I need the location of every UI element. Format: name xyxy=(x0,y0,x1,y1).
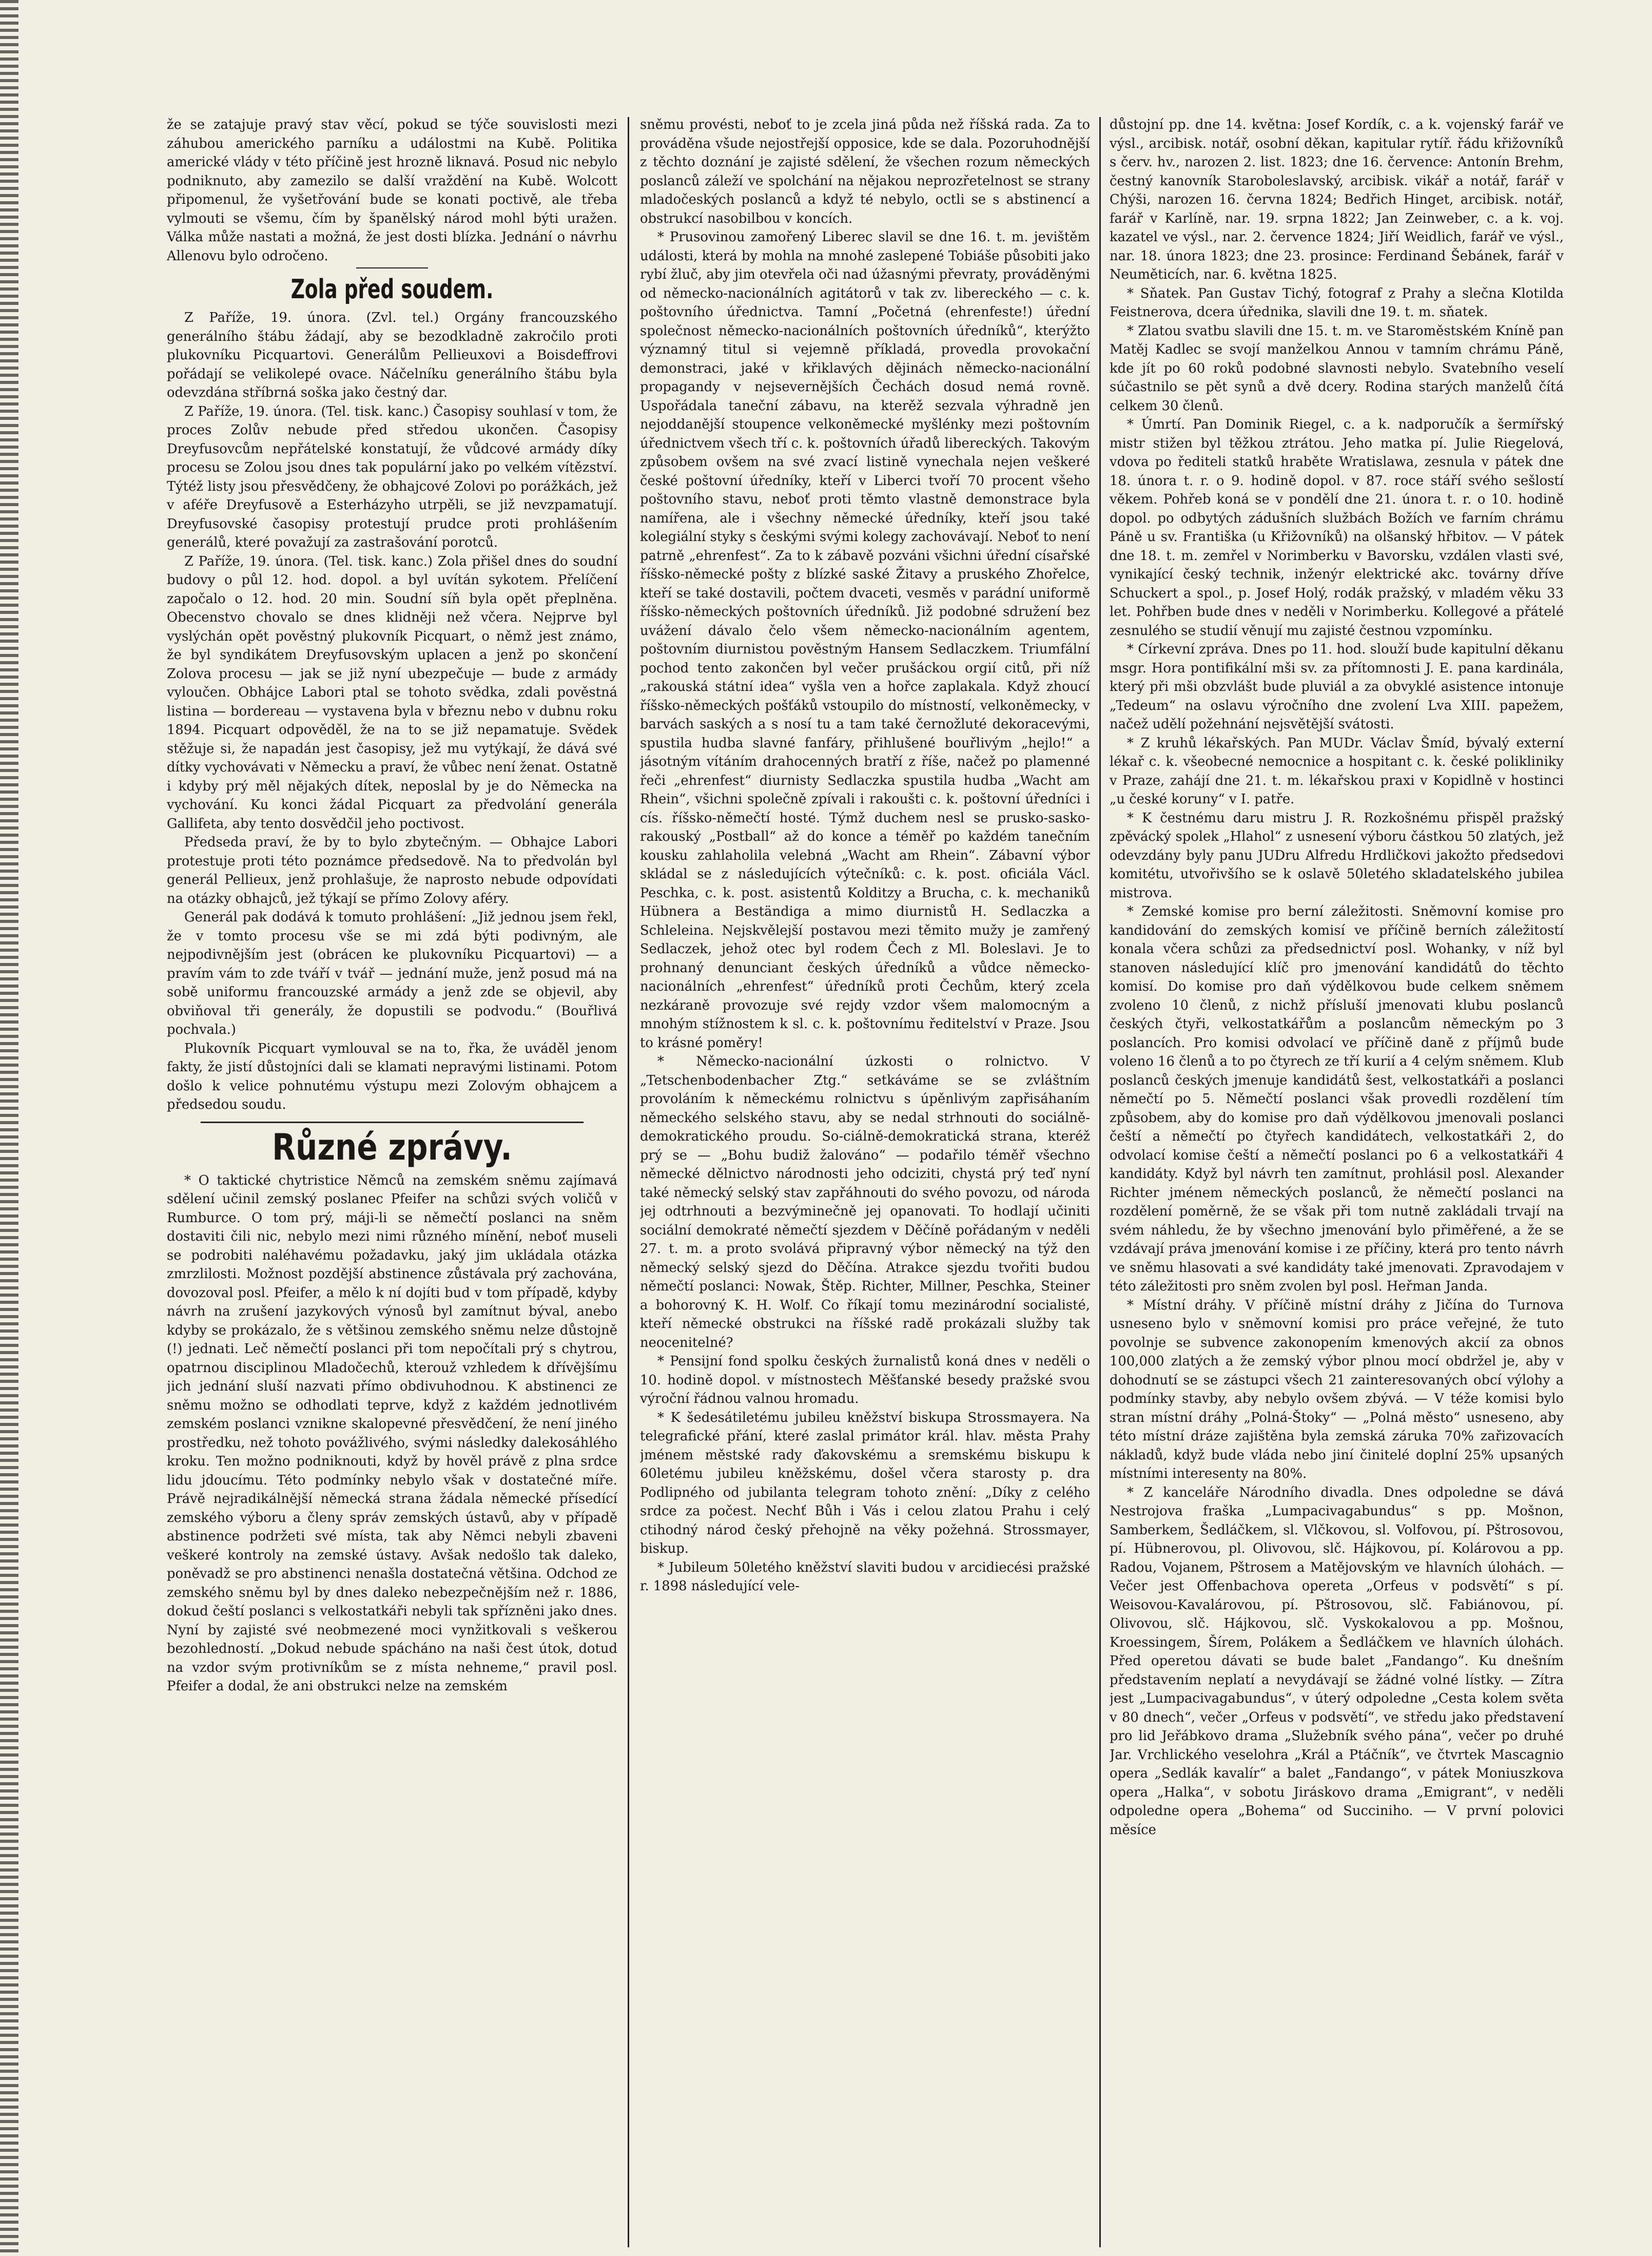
paragraph: že se zatajuje pravý stav věcí, pokud se týče souvislosti mezi záhubou amerického parníku a událostmi na Kubě. Politika americké vlády v této příčině jest hrozně liknavá. Posud nic nebylo podniknuto, aby zamezilo se další vraždění na Kubě. Wolcott připomenul, že vyšetřování bude se konati poctivě, ale třeba vylmouti se všemu, čím by španělský národ mohl býti uražen. Válka může nastati a možná, že jest dosti blízka. Jednání o návrhu Allenovu bylo odročeno. xyxy=(167,117,617,264)
section-divider xyxy=(356,267,428,268)
paragraph: * Z kruhů lékařských. Pan MUDr. Václav Šmíd, bývalý externí lékař c. k. všeobecné nemocnice a hospitant c. k. české polikliniky v Praze, zahájí dne 21. t. m. lékařskou praxi v Kopidlně v hostinci „u české koruny“ v I. patře. xyxy=(1110,735,1564,807)
paragraph: * K šedesátiletému jubileu kněžství biskupa Strossmayera. Na telegrafické přání, které zaslal primátor král. hlav. města Prahy jménem městské rady ďakovskému a sremskému biskupu k 60letému jubileu kněžskému, došel včera starosty p. dra Podlipného od jubilanta telegram tohoto znění: „Díky z celého srdce za počest. Nechť Bůh i Vás i celou zlatou Prahu i celý ctihodný národ český přehojně na věky požehná. Strossmayer, biskup. xyxy=(640,1410,1090,1556)
paragraph: * Zemské komise pro berní záležitosti. Sněmovní komise pro kandidování do zemských komisí ve příčině berních záležitostí konala včera schůzi za předsednictví posl. Wohanky, v níž byl stanoven následující klíč pro jmenování kandidátů do těchto komisí. Do komise pro daň výdělkovou bude celkem sněmem zvoleno 10 členů, z nichž přísluší jmenovati klubu poslanců českých čtyři, velkostatkářům a poslancům německým po 3 poslancích. Pro komisi odvolací ve příčině daně z příjmů bude voleno 16 členů a to po čtyrech ze tří kurií a 4 celým sněmem. Klub poslanců českých jmenuje kandidátů šest, velkostatkáři a poslanci němečtí po 5. Němečtí poslanci však provedli rozdělení tím způsobem, aby do komise pro daň výdělkovou jmenovali poslanci čeští a němečtí po čtyřech kandidátech, velkostatkáři 2, do odvolací komise čeští a němečtí poslanci po 6 a velkostatkáři 4 kandidáty. Když byl návrh ten zamítnut, prohlásil posl. Alexander Richter jménem německých poslanců, že němečtí poslanci na rozdělení poměrně, že se však při tom nutně zakládali trvají na svém náhledu, že by všechno jmenování bylo přiměřené, a že se vzdávají práva jmenování komise i ze příčiny, která pro tento návrh ve sněmu hlasovati a své kandidáty také jmenovati. Zpravodajem v této záležitosti pro sněm zvolen byl posl. Heřman Janda. xyxy=(1110,904,1564,1294)
paragraph: Z Paříže, 19. února. (Tel. tisk. kanc.) Časopisy souhlasí v tom, že proces Zolův nebude před středou ukončen. Časopisy Dreyfusovcům nepřátelské konstatují, že vůdcové armády díky procesu se Zolou jsou dnes tak populární jako po velkém vítězství. Týtéž listy jsou přesvědčeny, že obhajcové Zolovi po porážkách, jež v aféře Dreyfusově a Esterházyho utrpěli, se již nevzpamatují. Dreyfusovské časopisy protestují prudce proti prohlášením generálů, které považují za zastrašování porotců. xyxy=(167,403,617,550)
paragraph: * K čestnému daru mistru J. R. Rozkošnému přispěl pražský zpěvácký spolek „Hlahol“ z usnesení výboru částkou 50 zlatých, jež odevzdány byly panu JUDru Alfredu Hrdličkovi jakožto předsedovi komitétu, utvořivšího se k oslavě 50letého skladatelského jubilea mistrova. xyxy=(1110,810,1564,901)
paragraph: Z Paříže, 19. února. (Zvl. tel.) Orgány francouzského generálního štábu žádají, aby se bezodkladně zakročilo proti plukovníku Picquartovi. Generálům Pellieuxovi a Boisdeffrovi pořádají se velikolepé ovace. Náčelníku generálního štábu byla odevzdána stříbrná soška jako čestný dar. xyxy=(167,310,617,400)
section-heading: Různé zprávy. xyxy=(201,1122,584,1168)
column-2 xyxy=(640,115,1090,2246)
paragraph: * Sňatek. Pan Gustav Tichý, fotograf z Prahy a slečna Klotilda Feistnerova, dcera úřednika, slavili dne 19. t. m. sňatek. xyxy=(1110,285,1564,320)
column-rule xyxy=(1099,117,1101,2247)
paragraph: * Zlatou svatbu slavili dne 15. t. m. ve Staroměstském Kníně pan Matěj Kadlec se svojí manželkou Annou v tamním chrámu Páně, kde jít po 60 roků podobné slavnosti nebylo. Svatebního veselí súčastnilo se pět synů a dvě dcery. Rodina starých manželů čítá celkem 30 členů. xyxy=(1110,323,1564,414)
column-1 xyxy=(167,115,617,2246)
paragraph: Z Paříže, 19. února. (Tel. tisk. kanc.) Zola přišel dnes do soudní budovy o půl 12. hod. dopol. a byl uvítán sykotem. Přelíčení započalo o 12. hod. 20 min. Soudní síň byla opět přeplněna. Obecenstvo chovalo se dnes klidněji než včera. Nejprve byl vyslýchán opět pověstný plukovník Picquart, o němž jest známo, že byl syndikátem Dreyfusovským uplacen a jenž po skončení Zolova procesu — jak se již nyní ubezpečuje — bude z armády vyloučen. Obhájce Labori ptal se tohoto svědka, zdali pověstná listina — bordereau — vystavena byla v březnu nebo v dubnu roku 1894. Picquart odpověděl, že na to se již nepamatuje. Svědek stěžuje si, že napadán jest časopisy, jež mu vytýkají, že dává své dítky vychovávati v Německu a praví, že vůbec není ženat. Ostatně i kdyby prý měl nějakých dítek, neposlal by je do Německa na vychování. Ku konci žádal Picquart za předvolání generála Gallifeta, aby tento dosvědčil jeho poctivost. xyxy=(167,553,617,832)
column-rule xyxy=(628,117,629,2247)
paragraph: Předseda praví, že by to bylo zbytečným. — Obhajce Labori protestuje proti této poznámce předsedově. Na to předvolán byl generál Pellieux, jenž prohlašuje, že naprosto nebude odpovídati na otázky obhajců, jež týkají se přímo Zolovy aféry. xyxy=(167,835,617,907)
paragraph: * O taktické chytristice Němců na zemském sněmu zajímavá sdělení učinil zemský poslanec Pfeifer na schůzi svých voličů v Rumburce. O tom prý, máji-li se němečtí poslanci na sněm dostaviti čili nic, nebylo mezi nimi různého mínění, neboť museli se podrobiti naléhavému požadavku, jaký jim ukládala otázka zmrzlilosti. Možnost pozdější abstinence zůstávala prý zachována, dovozoval posl. Pfeifer, a mělo k ní dojíti bud v tom případě, kdyby návrh na zrušení jazykových výnosů byl zamítnut býval, anebo kdyby se prokázalo, že s většinou zemského sněmu nelze důstojně (!) jednati. Leč němečtí poslanci při tom nepočítali prý s chytrou, opatrnou disciplinou Mladočechů, kterouž vzhledem k dřívějšímu jich jednání sluší nazvati přímo obdivuhodnou. K abstinenci ze sněmu možno se odhodlati teprve, když z každém jednotlivém zemském poslanci vznikne skalopevné přesvědčení, že není jiného prostředku, než tohoto povážlivého, svými následky dalekosáhlého kroku. Ten možno podniknouti, když by hověl právě z plna srdce lidu jdoucímu. Této podmínky nebylo však v dostatečné míře. Právě nejradikálnější německá strana žádala německé přísedící zemského výboru a členy správ zemských ústavů, aby v případě abstinence podržeti své místa, tak aby Němci nebyli zbaveni veškeré kontroly na zemské ústavy. Avšak nedošlo tak daleko, poněvadž se pro abstinenci nenašla dostatečná většina. Odchod ze zemského sněmu byl by dnes daleko nebezpečnějším než r. 1886, dokud čeští poslanci s velkostatkáři nebyli tak spřízněni jako dnes. Nyní by zajisté své neobmezené moci vynžitkovali s veškerou bezohledností. „Dokud nebude spácháno na naši čest útok, dotud na vzdor svým protivníkům se z místa nehneme,“ pravil posl. Pfeifer a dodal, že ani obstrukci nelze na zemském xyxy=(167,1172,617,1694)
paragraph: * Pensijní fond spolku českých žurnalistů koná dnes v neděli o 10. hodině dopol. v místnostech Měšťanské besedy pražské svou výroční řádnou valnou hromadu. xyxy=(640,1354,1090,1406)
paragraph: Generál pak dodává k tomuto prohlášení: „Již jednou jsem řekl, že v tomto procesu vše se mi zdá býti podivným, ale nejpodivnějším jest (obrácen ke plukovníku Picquartovi) — a pravím vám to zde tváří v tvář — jednání muže, jenž posud má na sobě uniformu francouzské armády a jenž zde se objevil, aby obviňoval tři generály, že dopustili se podvodu.“ (Bouřlivá pochvala.) xyxy=(167,910,617,1037)
paragraph: * Jubileum 50letého kněžství slaviti budou v arcidiecési pražské r. 1898 následující vele- xyxy=(640,1559,1090,1594)
paragraph: sněmu provésti, neboť to je zcela jiná půda než říšská rada. Za to prováděna všude nejostřejší opposice, kde se dala. Pozoruhodnější z těchto doznání je zajisté sdělení, že všechen rozum německých poslanců záleží ve spolchání na nějakou neprozřetelnost se strany mladočeských poslanců a když té nebylo, octli se s abstinencí a obstrukcí nasobilbou v koncích. xyxy=(640,117,1090,226)
paragraph: * Z kanceláře Národního divadla. Dnes odpoledne se dává Nestrojova fraška „Lumpacivagabundus“ s pp. Mošnon, Samberkem, Šedláčkem, sl. Vlčkovou, sl. Volfovou, pí. Pštrosovou, pí. Hübnerovou, pl. Olivovou, slč. Hájkovou, pí. Kolárovou a pp. Radou, Vojanem, Pštrosem a Matějovským ve hlavních úlohách. — Večer jest Offenbachova opereta „Orfeus v podsvětí“ s pí. Weisovou-Kavalárovou, pí. Pštrosovou, slč. Fabiánovou, pí. Olivovou, slč. Hájkovou, slč. Vyskokalovou a pp. Mošnou, Kroessingem, Šírem, Polákem a Šedláčkem ve hlavních úlohách. Před operetou dávati se bude balet „Fandango“. Ku dnešním představením neplatí a nevydávají se žádné volné lístky. — Zítra jest „Lumpacivagabundus“, v úterý odpoledne „Cesta kolem světa v 80 dnech“, večer „Orfeus v podsvětí“, ve středu jako představení pro lid Jeřábkovo drama „Služebník svého pána“, večer po druhé Jar. Vrchlického veselohra „Král a Ptáčník“, ve čtvrtek Mascagnio opera „Sedlák kavalír“ a balet „Fandango“, v pátek Moniuszkova opera „Halka“, v sobotu Jiráskovo drama „Emigrant“, v neděli odpoledne opera „Bohema“ od Succiniho. — V první polovici měsíce xyxy=(1110,1484,1564,1838)
paragraph: * Církevní zpráva. Dnes po 11. hod. slouží bude kapitulní děkanu msgr. Hora pontifikální mši sv. za přítomnosti J. E. pana kardinála, který při mši obzvlášt bude pluviál a za obvyklé asistence intonuje „Tedeum“ na oslavu výročního dne zvolení Lva XIII. papežem, načež udělí požehnání nejsvětější svátosti. xyxy=(1110,642,1564,732)
paragraph: důstojní pp. dne 14. května: Josef Kordík, c. a k. vojenský farář ve výsl., arcibisk. notář, osobní děkan, kapitular rytíř. řádu křižovníků s červ. hv., narozen 2. list. 1823; dne 16. července: Antonín Brehm, čestný kanovník Staroboleslavský, arcibisk. vikář a notář, farář v Chýši, narozen 16. června 1824; Bedřich Hinget, arcibisk. notář, farář v Karlíně, nar. 19. srpna 1822; Jan Zeinweber, c. a k. voj. kazatel ve výsl., nar. 2. července 1824; Jiří Weidlich, farář ve výsl., nar. 18. února 1823; dne 23. prosince: Ferdinand Šebánek, farář v Neuměticích, nar. 6. května 1825. xyxy=(1110,117,1564,282)
paragraph: * Místní dráhy. V příčině místní dráhy z Jičína do Turnova usneseno bylo v sněmovní komisi pro práce veřejné, že tuto povolnje se subvence zakonopením kmenových akcií za obnos 100,000 zlatých a že zemský výbor plnou mocí obdržel je, aby v dohodnutí se se zástupci všech 21 zainteresovaných obcí výlohy a podmínky stavby, aby nebylo ovšem zbývá. — V téže komisi bylo stran místní dráhy „Polná-Štoky“ — „Polná město“ usneseno, aby této místní dráze zajištěna byla zemská záruka 70% zařizovacích nákladů, když bude vláda nebo jiní činitelé doplní 25% upsaných místními interesenty na 80%. xyxy=(1110,1297,1564,1481)
paragraph: * Německo-nacionální úzkosti o rolnictvo. V „Tetschenbodenbacher Ztg.“ setkáváme se se zvláštním provoláním k německému rolnictvu s úpěnlivým zapřisáhaním německého selského stavu, aby se nedal strhnouti do sociálně-demokratického proudu. So-ciálně-demokratická strana, kteréž prý se — „Bohu budiž žalováno“ — podařilo téměř všechno německé dělnictvo národnosti jeho odciziti, chystá prý teď nyní také německý selský stav zapřáhnouti do svého povozu, od národa jej odtrhnouti a bezvýminečně jej opanovati. To hodlají učiniti sociální demokraté němečtí sjezdem v Děčíně pořádaným v neděli 27. t. m. a proto svolává připravný výbor německý na týž den německý selský sjezd do Děčína. Atrakce sjezdu tvořiti budou němečtí poslanci: Nowak, Štěp. Richter, Millner, Peschka, Steiner a bohorovný K. H. Wolf. Co říkají tomu mezinárodní socialisté, kteří německé obstrukci na říšské radě prokázali služby tak neocenitelné? xyxy=(640,1054,1090,1351)
column-3 xyxy=(1110,115,1564,2246)
paragraph: * Úmrtí. Pan Dominik Riegel, c. a k. nadporučík a šermířský mistr stižen byl těžkou ztrátou. Jeho matka pí. Julie Riegelová, vdova po řediteli statků hraběte Wratislawa, zesnula v pátek dne 18. února t. r. o 9. hodině dopol. v 87. roce stáří svého sešlostí věkem. Pohřeb koná se v pondělí dne 21. února t. r. o 10. hodině dopol. po odbytých zádušních službách Božích ve farním chrámu Páně u sv. Františka (u Křižovníků) na olšanský hřbitov. — V pátek dne 18. t. m. zemřel v Norimberku v Bavorsku, vzdálen vlasti své, vynikající český technik, inženýr elektrické akc. továrny dříve Schuckert a spol., p. Josef Holý, rodák pražský, v mladém věku 33 let. Pohřben bude dnes v neděli v Norimberku. Kollegové a přátelé zesnulého se studií věnují mu zajisté čestnou vzpomínku. xyxy=(1110,417,1564,639)
section-heading: Zola před soudem. xyxy=(290,274,494,305)
paragraph: * Prusovinou zamořený Liberec slavil se dne 16. t. m. jevištěm události, která by mohla na mnohé zaslepené Tobiáše působiti jako rybí žluč, aby jim otevřela oči nad úžasnými převraty, prováděnými od německo-nacionálních agitátorů v tak zv. libereckého — c. k. poštovního úřednictva. Tamní „Početná (ehrenfeste!) úřední společnost německo-nacionálních poštovních úředníků“, kterýžto významný titul si vejemně příkladá, provedla provokační demonstraci, jaké v křiklavých dějinách německo-nacionální propagandy v nejsevernějších Čechách dosud nemá rovně. Uspořádala taneční zábavu, na kterěž sezvala výhradně jen nejoddanější stoupence velkoněmecké myšlénky mezi poštovním úřednictvem všech tří c. k. poštovních úřadů libereckých. Takovým způsobem ovšem na své zvací listině vynechala nejen veškeré české poštovní úředníky, kteří v Liberci tvoří 70 procent všeho poštovního stavu, neboť proti těmto vlastně demonstrace byla namířena, ale i všechny německé úředníky, kteří jsou také kolegiální styky s českými svými kolegy zachovávají. Neboť to není patrně „ehrenfest“. Za to k zábavě pozváni všichni úřední císařské říšsko-německé pošty z blízké saské Žitavy a pruského Zhořelce, kteří se také dostavili, počtem dvaceti, vesměs v parádní uniformě říšsko-německých poštovních úředníků. Již podobné sdružení bez uvážení dávalo čelo všem německo-nacionálním agentem, poštovním diurnistou pověstným Hansem Sedlaczkem. Triumfální pochod tento zakončen byl večer prušáckou orgií citů, při níž „rakouská státní idea“ vyšla ven a hořce zaplakala. Když zhoucí říšsko-německých pošťáků vstoupilo do místností, velkoněmecky, v barvách saských a s nosí tu a tam také černožluté dekoracevými, spustila hudba slavné fanfáry, přihlušené bouřlivým „hejlo!“ a jásotným vítáním drahocenných bratří z říše, načež po plamenné řeči „ehrenfest“ diurnisty Sedlaczka spustila hudba „Wacht am Rhein“, všichni společně zpívali i rakoušti c. k. poštovní úředníci i cís. říšsko-němečtí hosté. Týmž duchem nesl se prusko-sasko-rakouský „Postball“ až do konce a téměř po každém tanečním kousku zahlaholila velebná „Wacht am Rhein“. Zábavní výbor skládal se z následujících výtečníků: c. k. post. oficiála Václ. Peschka, c. k. post. asistentů Kolditzy a Brucha, c. k. mechaniků Hübnera a Beständiga a mimo diurnistů H. Sedlaczka a Schleleina. Nejskvělejší postavou mezi těmito mužy je zamřený Sedlaczek, jehož otec byl rodem Čech z Ml. Boleslavi. Je to prohnaný denunciant českých úředníků a vůdce německo-nacionálních „ehrenfest“ úředníků proti Čechům, který zcela nezkáraně provozuje své rejdy vzdor všem malomocným a mnohým stížnostem k sl. c. k. poštovnímu ředitelství v Praze. Jsou to krásné poměry! xyxy=(640,229,1090,1051)
paragraph: Plukovník Picquart vymlouval se na to, řka, že uváděl jenom fakty, že jistí důstojníci dali se klamati nepravými listinami. Potom došlo k velice pohnutému výstupu mezi Zolovým obhajcem a předsedou soudu. xyxy=(167,1040,617,1112)
scan-binding-edge xyxy=(0,0,18,2256)
